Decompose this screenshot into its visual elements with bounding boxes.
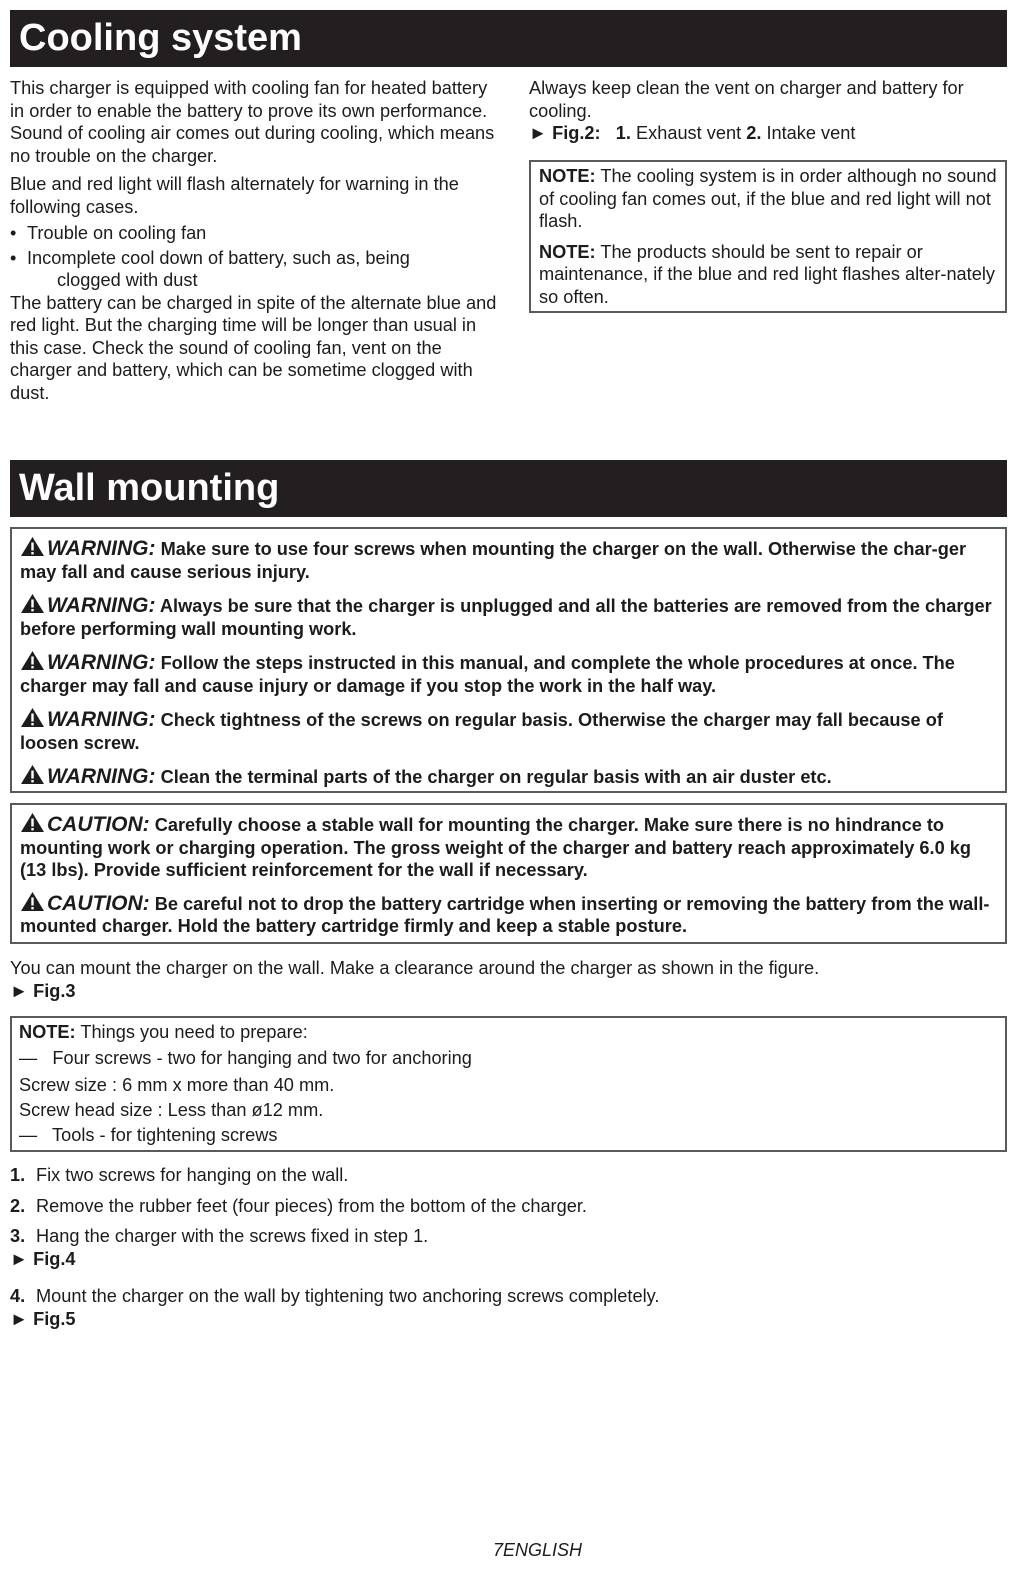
bullet-text: Trouble on cooling fan: [27, 223, 207, 243]
screw-head-size: Screw head size : Less than ø12 mm.: [19, 1100, 324, 1120]
step-text: Hang the charger with the screws fixed in step 1.: [36, 1226, 429, 1246]
bullet-text: Incomplete cool down of battery, such as, being: [27, 247, 410, 268]
caution-label: CAUTION:: [47, 813, 150, 836]
fig2-item2-text: Intake vent: [766, 123, 856, 143]
dash: —: [19, 1048, 38, 1068]
warning-item: [20, 650, 997, 697]
step-number: 2.: [10, 1195, 26, 1216]
prep-item-text: Tools - for tightening screws: [52, 1125, 278, 1145]
warning-label: WARNING:: [47, 651, 156, 674]
page-footer: [0, 1540, 1027, 1561]
caution-text: Carefully choose a stable wall for mounting the charger. Make sure there is no hindrance to mounting work or charging operation. The gross weight of the charger and battery reach approximately 6.0 kg (13 lbs). Provide sufficient reinforcement for the wall if necessary.: [20, 815, 971, 880]
note-label: NOTE:: [19, 1022, 76, 1042]
wall-intro-text: You can mount the charger on the wall. Make a clearance around the charger as shown in the figure.: [10, 958, 820, 978]
cooling-left-column: [10, 77, 505, 404]
prep-item: [19, 1122, 998, 1149]
wall-title: Wall mounting: [19, 467, 280, 509]
warning-item: [20, 764, 997, 789]
caution-item: [20, 891, 997, 938]
fig3-label: Fig.3: [33, 980, 76, 1001]
fig2-label: Fig.2:: [552, 123, 601, 143]
warning-triangle-icon: [20, 593, 45, 614]
fig4-reference: [10, 1248, 1000, 1271]
bullet-item: [10, 222, 505, 245]
note-text: The cooling system is in order although no sound of cooling fan comes out, if the blue and red light will not flash.: [539, 166, 997, 231]
note-label: NOTE:: [539, 241, 596, 262]
bullet-text-continued: clogged with dust: [57, 270, 198, 290]
cooling-note-2: [539, 241, 997, 309]
dash: —: [19, 1125, 38, 1145]
step-number: 4.: [10, 1286, 26, 1306]
warning-item: [20, 593, 997, 640]
step-number: 3.: [10, 1226, 26, 1246]
bullet-item: [10, 247, 505, 292]
cooling-paragraph-1: This charger is equipped with cooling fan for heated battery in order to enable the battery to prove its own performance. Sound of cooling air comes out during cooling, which means no trouble on the charger.: [10, 78, 495, 166]
cooling-title: Cooling system: [19, 17, 302, 59]
warning-triangle-icon: [20, 812, 45, 833]
warning-text: Follow the steps instructed in this manual, and complete the whole procedures at once. The charger may fall and cause injury or damage if you stop the work in the half way.: [20, 653, 955, 696]
warning-label: WARNING:: [47, 708, 156, 731]
cooling-paragraph-2: Blue and red light will flash alternately for warning in the following cases.: [10, 174, 459, 217]
fig4-label: Fig.4: [33, 1248, 76, 1269]
steps-list: [10, 1164, 1000, 1330]
caution-label: CAUTION:: [47, 891, 150, 915]
warning-text: Always be sure that the charger is unplugged and all the batteries are removed from the charger before performing wall mounting work.: [20, 596, 992, 639]
cooling-paragraph-3: The battery can be charged in spite of the alternate blue and red light. But the charging time will be longer than usual in this case. Check the sound of cooling fan, vent on the charger and battery, which can be sometime clogged with dust.: [10, 292, 497, 403]
page-number: 7: [492, 1540, 503, 1560]
fig2-item1-number: 1.: [615, 123, 631, 143]
note-text: The products should be sent to repair or maintenance, if the blue and red light flashes alter-nately so often.: [539, 241, 995, 307]
cooling-vent-paragraph: Always keep clean the vent on charger and battery for cooling.: [529, 78, 964, 121]
cooling-note-box: [529, 160, 1007, 313]
arrow-icon: ►: [10, 1248, 29, 1269]
warning-triangle-icon: [20, 764, 45, 785]
step-text: Fix two screws for hanging on the wall.: [36, 1165, 349, 1185]
screw-size: Screw size : 6 mm x more than 40 mm.: [19, 1075, 335, 1095]
arrow-icon: ►: [10, 1308, 29, 1329]
warning-box: [10, 527, 1007, 793]
wall-section-header: [10, 460, 1007, 517]
cooling-section-header: [10, 10, 1007, 67]
caution-text: Be careful not to drop the battery cartridge when inserting or removing the battery from the wall-mounted charger. Hold the battery cartridge firmly and keep a stable posture.: [20, 893, 990, 936]
note-label: NOTE:: [539, 166, 596, 186]
warning-item: [20, 536, 997, 583]
fig2-reference: [529, 122, 1009, 145]
step-item: [10, 1164, 1000, 1187]
warning-triangle-icon: [20, 891, 45, 912]
page-language: ENGLISH: [502, 1540, 583, 1560]
step-text: Mount the charger on the wall by tightening two anchoring screws completely.: [36, 1286, 660, 1306]
fig2-item1-text: Exhaust vent: [635, 123, 742, 143]
note-text: Things you need to prepare:: [80, 1022, 308, 1042]
prep-note-box: [10, 1016, 1007, 1152]
arrow-icon: ►: [10, 980, 29, 1001]
warning-text: Make sure to use four screws when mounting the charger on the wall. Otherwise the char-ger may fall and cause serious injury.: [20, 539, 967, 582]
fig3-reference: [10, 980, 1000, 1003]
warning-text: Clean the terminal parts of the charger on regular basis with an air duster etc.: [160, 767, 832, 787]
step-number: 1.: [10, 1165, 26, 1185]
warning-item: [20, 707, 997, 754]
step-item: [10, 1285, 1000, 1308]
warning-triangle-icon: [20, 707, 45, 728]
prep-item-text: Four screws - two for hanging and two for anchoring: [52, 1048, 472, 1068]
cooling-right-column: [529, 77, 1009, 145]
bullet-dot: •: [10, 247, 17, 268]
cooling-note-1: [539, 165, 997, 233]
arrow-icon: ►: [529, 123, 548, 143]
fig5-reference: [10, 1308, 1000, 1331]
warning-label: WARNING:: [47, 765, 156, 788]
bullet-dot: •: [10, 223, 17, 243]
step-item: [10, 1195, 1000, 1218]
prep-note-heading: [19, 1020, 998, 1045]
fig2-item2-number: 2.: [746, 123, 762, 143]
caution-box: [10, 803, 1007, 944]
warning-text: Check tightness of the screws on regular basis. Otherwise the charger may fall because of loosen screw.: [20, 710, 943, 753]
warning-triangle-icon: [20, 650, 45, 671]
fig5-label: Fig.5: [33, 1308, 76, 1329]
step-item: [10, 1225, 1000, 1248]
prep-item: [19, 1045, 998, 1072]
warning-triangle-icon: [20, 536, 45, 557]
warning-label: WARNING:: [47, 594, 156, 617]
step-text: Remove the rubber feet (four pieces) from the bottom of the charger.: [36, 1195, 587, 1216]
wall-intro: [10, 957, 1000, 1002]
caution-item: [20, 812, 997, 882]
warning-label: WARNING:: [47, 537, 156, 560]
